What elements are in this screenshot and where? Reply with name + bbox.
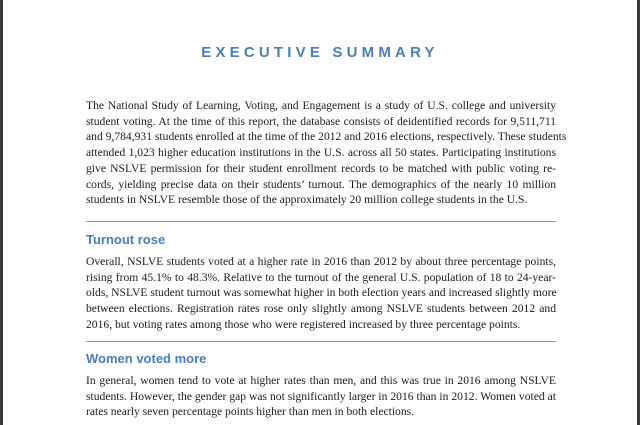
text-line: between elections. Registration rates rose only slightly among NSLVE students between 2012 and [86, 302, 556, 316]
text-line: student voting. At the time of this report, the database consists of deidentified records for 9,511,711 [86, 114, 556, 128]
text-line: rising from 45.1% to 48.3%. Relative to the turnout of the general U.S. population of 18 to 24-year- [86, 270, 556, 284]
text-line: and 9,784,931 students enrolled at the time of the 2012 and 2016 elections, respectively. These students [86, 130, 567, 144]
text-line: Overall, NSLVE students voted at a higher rate in 2016 than 2012 by about three percentage points, [86, 255, 556, 268]
page-title: EXECUTIVE SUMMARY [201, 44, 439, 61]
text-line: attended 1,023 higher education institutions in the U.S. across all 50 states. Participating institutions [86, 146, 556, 160]
turnout-paragraph [86, 254, 556, 333]
text-line: 2016, but voting rates among those who were registered increased by three percentage points. [86, 317, 521, 331]
text-line: rates nearly seven percentage points higher than men in both elections. [86, 405, 415, 419]
page-edge-left [0, 0, 3, 425]
text-line: give NSLVE permission for their student enrollment records to be matched with public voting re- [86, 161, 556, 175]
section-heading-turnout: Turnout rose [86, 232, 166, 247]
text-line: In general, women tend to vote at higher rates than men, and this was true in 2016 among NSLVE [86, 374, 556, 387]
text-line: students in NSLVE resemble those of the approximately 20 million college students in the U.S. [86, 193, 528, 207]
text-line: olds, NSLVE student turnout was somewhat higher in both election years and increased slightly more [86, 286, 557, 300]
text-line: The National Study of Learning, Voting, and Engagement is a study of U.S. college and university [86, 99, 556, 112]
section-divider [86, 221, 556, 222]
intro-paragraph [86, 98, 567, 208]
section-divider [86, 341, 556, 342]
text-line: students. However, the gender gap was not significantly larger in 2016 than in 2012. Women voted at [86, 389, 556, 403]
women-paragraph [86, 373, 556, 420]
text-line: cords, yielding precise data on their students’ turnout. The demographics of the nearly 10 million [86, 177, 556, 191]
section-heading-women: Women voted more [86, 351, 207, 366]
